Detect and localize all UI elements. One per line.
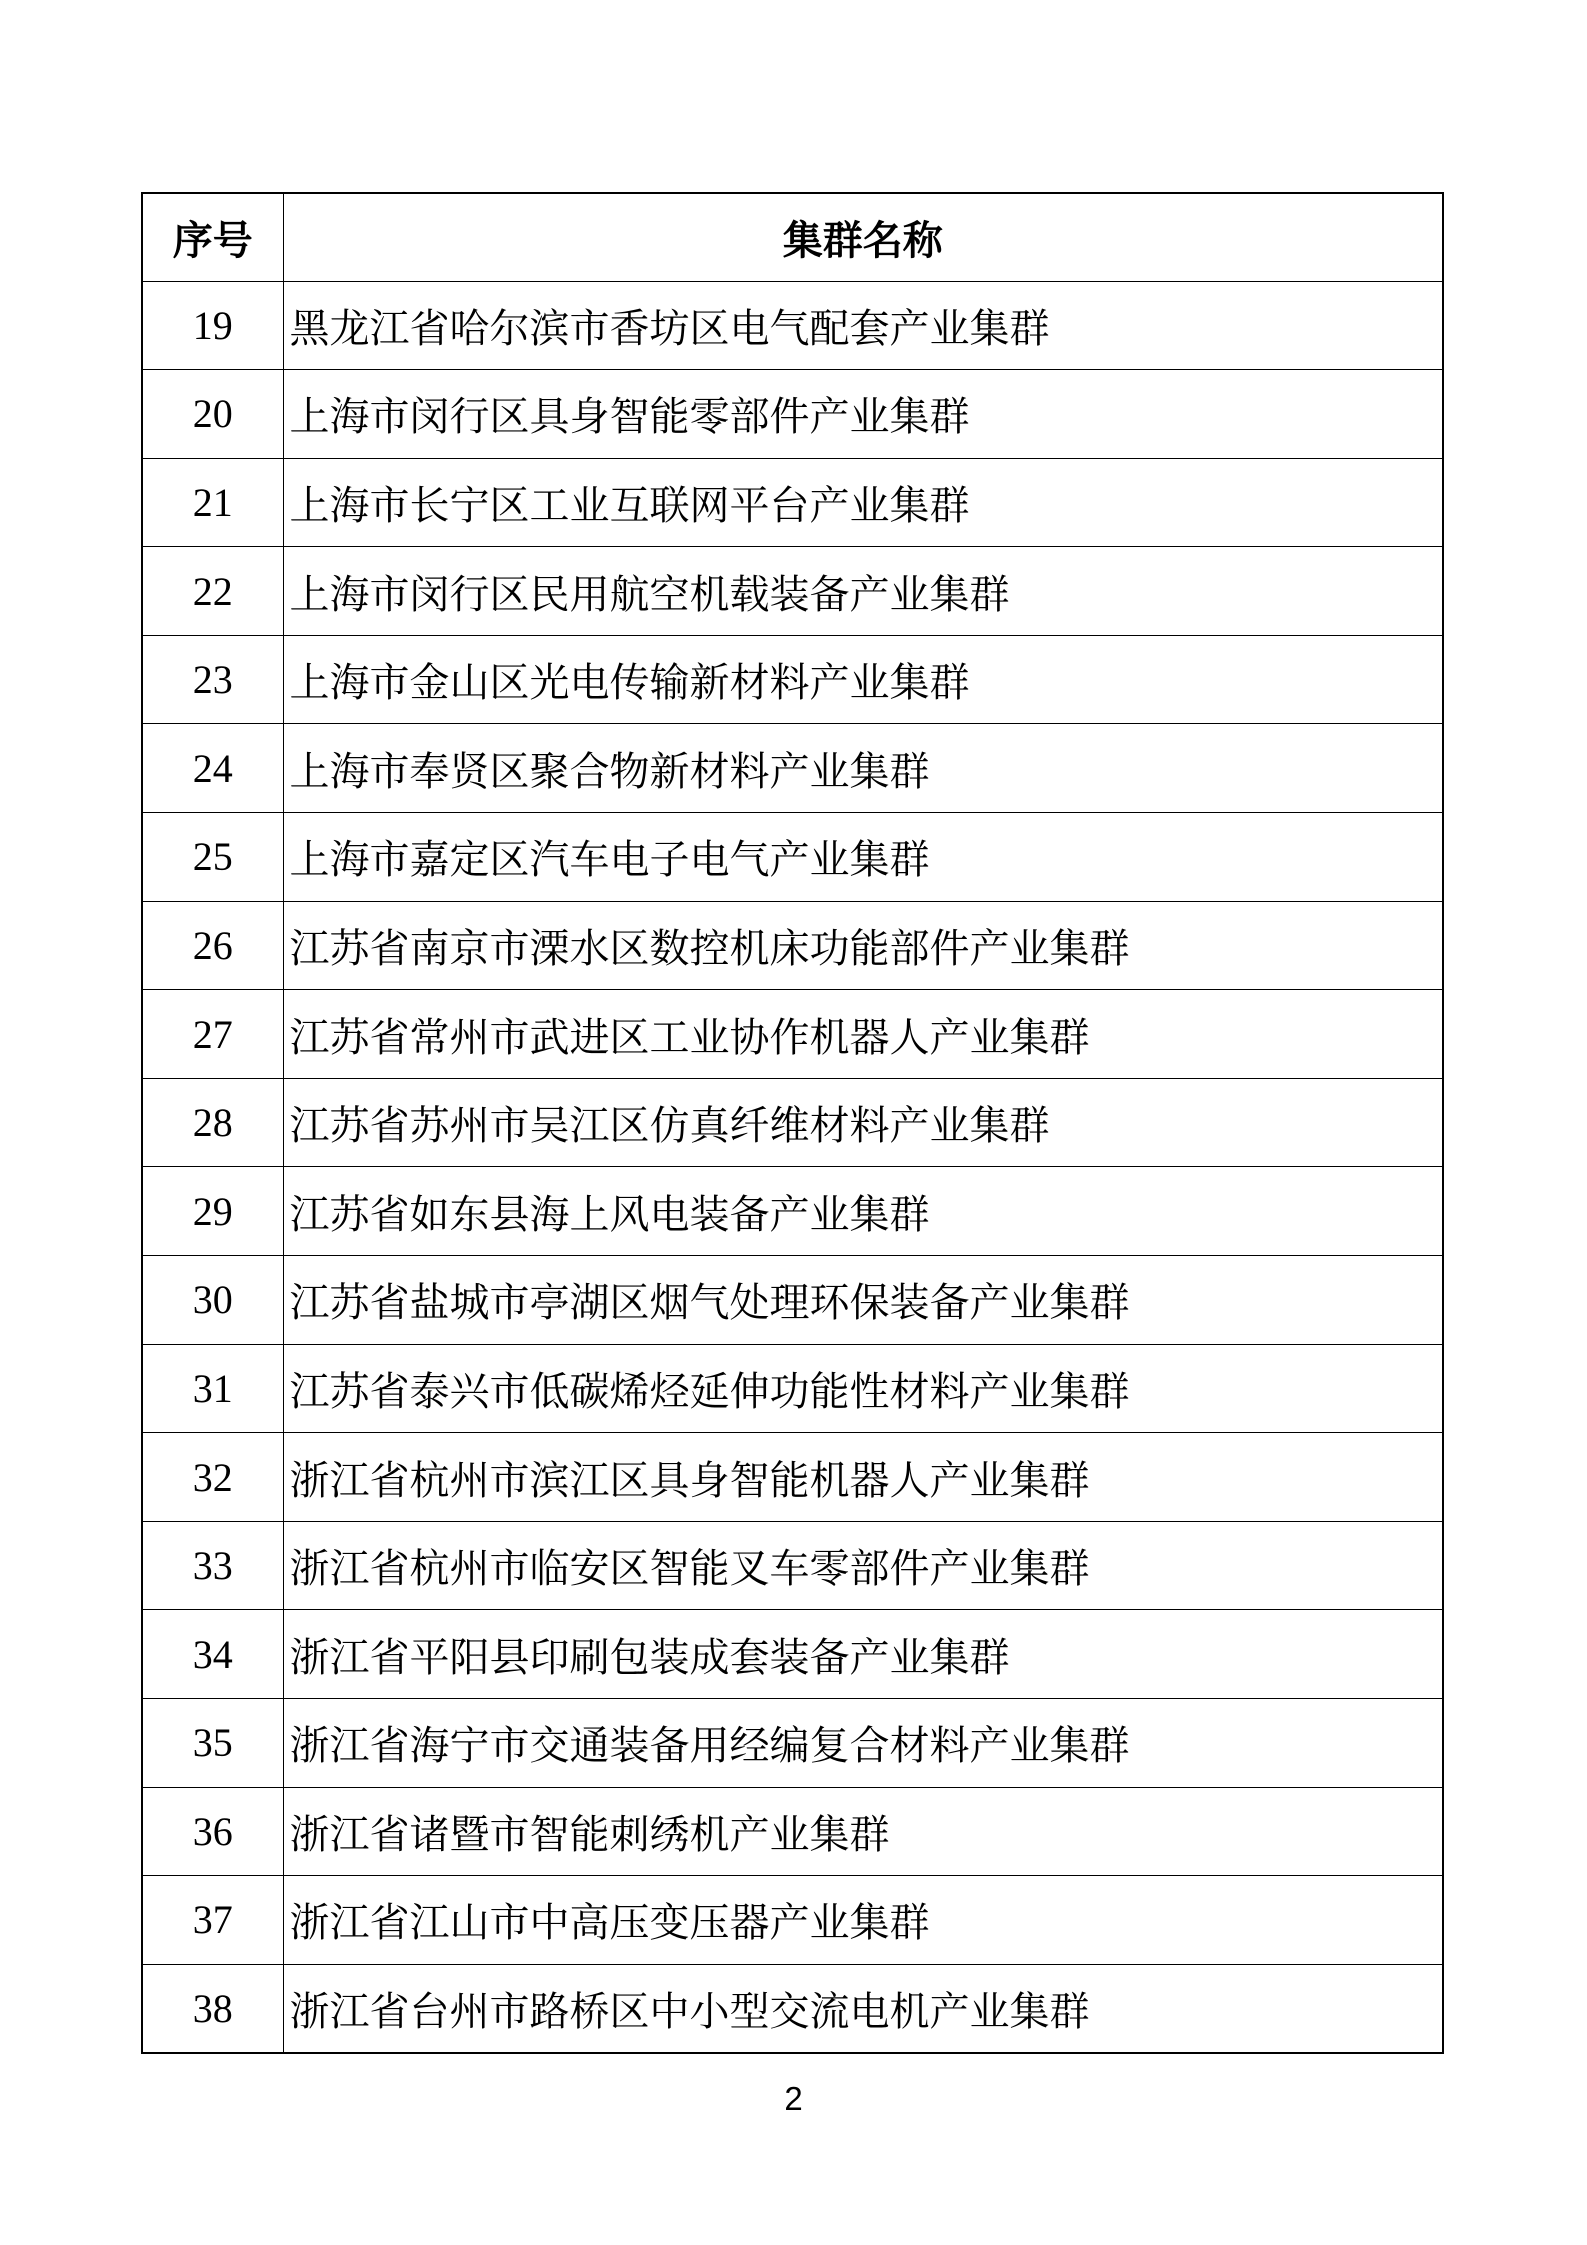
row-serial-number-cell: 30: [142, 1256, 283, 1345]
table-row: [142, 1521, 1443, 1610]
row-serial-number-cell: 28: [142, 1078, 283, 1167]
table-row: [142, 1433, 1443, 1522]
table-row: [142, 370, 1443, 459]
row-cluster-name-cell: 黑龙江省哈尔滨市香坊区电气配套产业集群: [283, 281, 1443, 370]
row-cluster-name-cell: 浙江省江山市中高压变压器产业集群: [283, 1876, 1443, 1965]
table-row: [142, 1964, 1443, 2053]
row-serial-number-cell: 33: [142, 1521, 283, 1610]
table-header-row: [142, 193, 1443, 281]
row-cluster-name-cell: 上海市闵行区民用航空机载装备产业集群: [283, 547, 1443, 636]
row-serial-number-cell: 29: [142, 1167, 283, 1256]
row-cluster-name-cell: 江苏省常州市武进区工业协作机器人产业集群: [283, 990, 1443, 1079]
row-cluster-name-cell: 上海市金山区光电传输新材料产业集群: [283, 635, 1443, 724]
row-cluster-name-cell: 江苏省盐城市亭湖区烟气处理环保装备产业集群: [283, 1256, 1443, 1345]
row-cluster-name-cell: 江苏省泰兴市低碳烯烃延伸功能性材料产业集群: [283, 1344, 1443, 1433]
table-row: [142, 1167, 1443, 1256]
row-serial-number-cell: 19: [142, 281, 283, 370]
table-row: [142, 635, 1443, 724]
row-cluster-name-cell: 上海市长宁区工业互联网平台产业集群: [283, 458, 1443, 547]
row-cluster-name-cell: 江苏省苏州市吴江区仿真纤维材料产业集群: [283, 1078, 1443, 1167]
table-row: [142, 281, 1443, 370]
header-cell-cluster-name: 集群名称: [283, 193, 1443, 281]
row-cluster-name-cell: 浙江省海宁市交通装备用经编复合材料产业集群: [283, 1699, 1443, 1788]
row-serial-number-cell: 32: [142, 1433, 283, 1522]
header-cell-serial-number: 序号: [142, 193, 283, 281]
table-row: [142, 1344, 1443, 1433]
row-cluster-name-cell: 浙江省平阳县印刷包装成套装备产业集群: [283, 1610, 1443, 1699]
row-serial-number-cell: 22: [142, 547, 283, 636]
table-row: [142, 813, 1443, 902]
row-serial-number-cell: 27: [142, 990, 283, 1079]
row-serial-number-cell: 38: [142, 1964, 283, 2053]
cluster-table: [141, 192, 1444, 2054]
table-row: [142, 990, 1443, 1079]
table-row: [142, 724, 1443, 813]
table-row: [142, 1876, 1443, 1965]
row-serial-number-cell: 26: [142, 901, 283, 990]
row-cluster-name-cell: 江苏省南京市溧水区数控机床功能部件产业集群: [283, 901, 1443, 990]
row-serial-number-cell: 20: [142, 370, 283, 459]
row-serial-number-cell: 24: [142, 724, 283, 813]
table-row: [142, 901, 1443, 990]
row-cluster-name-cell: 浙江省杭州市滨江区具身智能机器人产业集群: [283, 1433, 1443, 1522]
row-cluster-name-cell: 浙江省诸暨市智能刺绣机产业集群: [283, 1787, 1443, 1876]
table-row: [142, 1787, 1443, 1876]
page-number: 2: [784, 2080, 803, 2117]
row-cluster-name-cell: 江苏省如东县海上风电装备产业集群: [283, 1167, 1443, 1256]
row-serial-number-cell: 21: [142, 458, 283, 547]
row-serial-number-cell: 37: [142, 1876, 283, 1965]
row-serial-number-cell: 36: [142, 1787, 283, 1876]
row-cluster-name-cell: 浙江省台州市路桥区中小型交流电机产业集群: [283, 1964, 1443, 2053]
row-serial-number-cell: 35: [142, 1699, 283, 1788]
row-cluster-name-cell: 上海市奉贤区聚合物新材料产业集群: [283, 724, 1443, 813]
row-serial-number-cell: 34: [142, 1610, 283, 1699]
table-row: [142, 1256, 1443, 1345]
row-cluster-name-cell: 浙江省杭州市临安区智能叉车零部件产业集群: [283, 1521, 1443, 1610]
table-row: [142, 547, 1443, 636]
table-row: [142, 458, 1443, 547]
row-serial-number-cell: 25: [142, 813, 283, 902]
row-cluster-name-cell: 上海市嘉定区汽车电子电气产业集群: [283, 813, 1443, 902]
row-serial-number-cell: 23: [142, 635, 283, 724]
table-row: [142, 1078, 1443, 1167]
table-row: [142, 1699, 1443, 1788]
row-cluster-name-cell: 上海市闵行区具身智能零部件产业集群: [283, 370, 1443, 459]
table-row: [142, 1610, 1443, 1699]
row-serial-number-cell: 31: [142, 1344, 283, 1433]
